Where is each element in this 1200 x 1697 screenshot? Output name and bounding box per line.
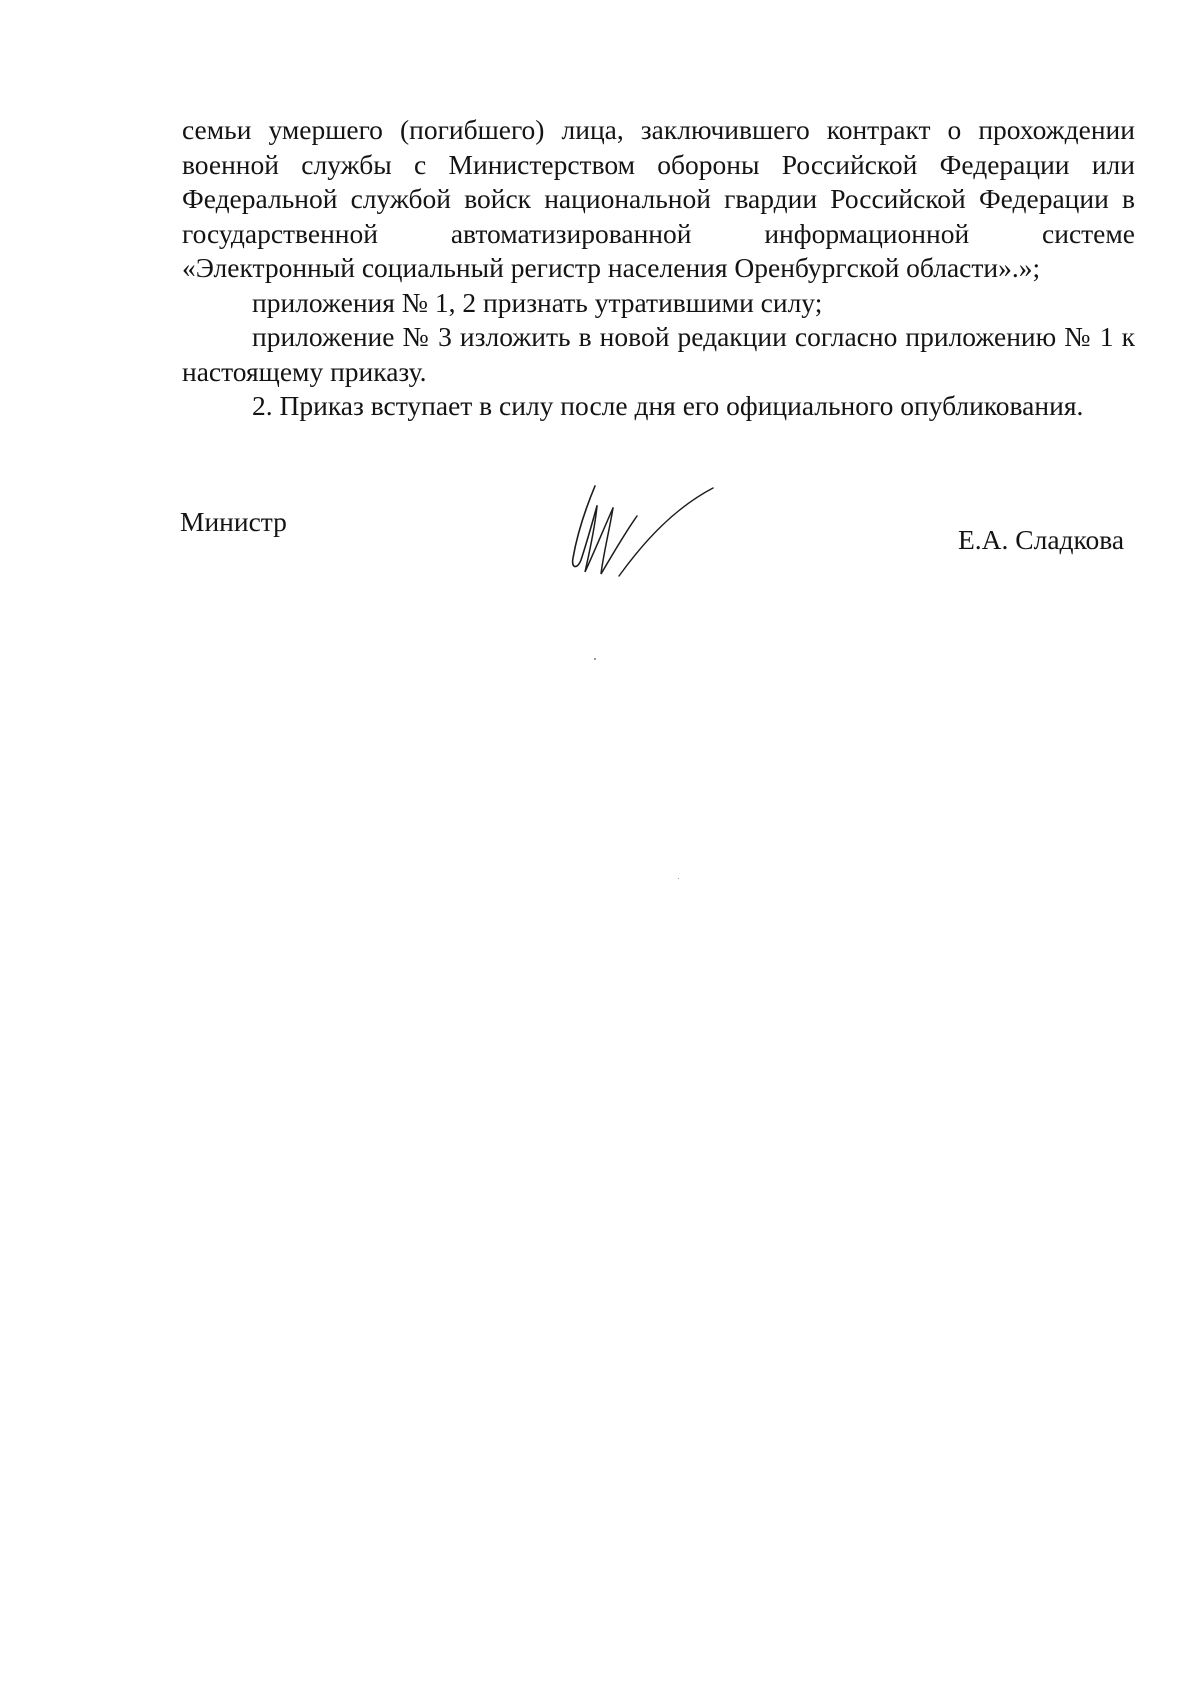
text-line: военной службы с Министерством обороны Российской Федерации или	[182, 148, 1135, 180]
signatory-name: Е.А. Сладкова	[958, 524, 1125, 555]
scan-speck	[594, 658, 596, 660]
signatory-title: Министр	[180, 506, 287, 537]
paragraph-effective: 2. Приказ вступает в силу после дня его официального опубликования.	[252, 390, 1084, 421]
text-line: семьи умершего (погибшего) лица, заключившего контракт о прохождении	[182, 114, 1135, 145]
paragraph-continuation	[182, 113, 1135, 286]
text-line: государственной автоматизированной информационной системе	[182, 217, 1135, 249]
scan-speck	[678, 878, 679, 879]
text-line: «Электронный социальный регистр населения Оренбургской области».»;	[182, 252, 1041, 283]
paragraph-appendix-3: приложение № 3 изложить в новой редакции согласно приложению № 1 к настоящему приказу.	[182, 321, 1135, 387]
document-body	[182, 113, 1135, 424]
paragraph-appendices-void: приложения № 1, 2 признать утратившими силу;	[252, 286, 823, 318]
handwritten-signature	[555, 480, 725, 580]
text-line: Федеральной службой войск национальной гвардии Российской Федерации в	[182, 183, 1135, 214]
